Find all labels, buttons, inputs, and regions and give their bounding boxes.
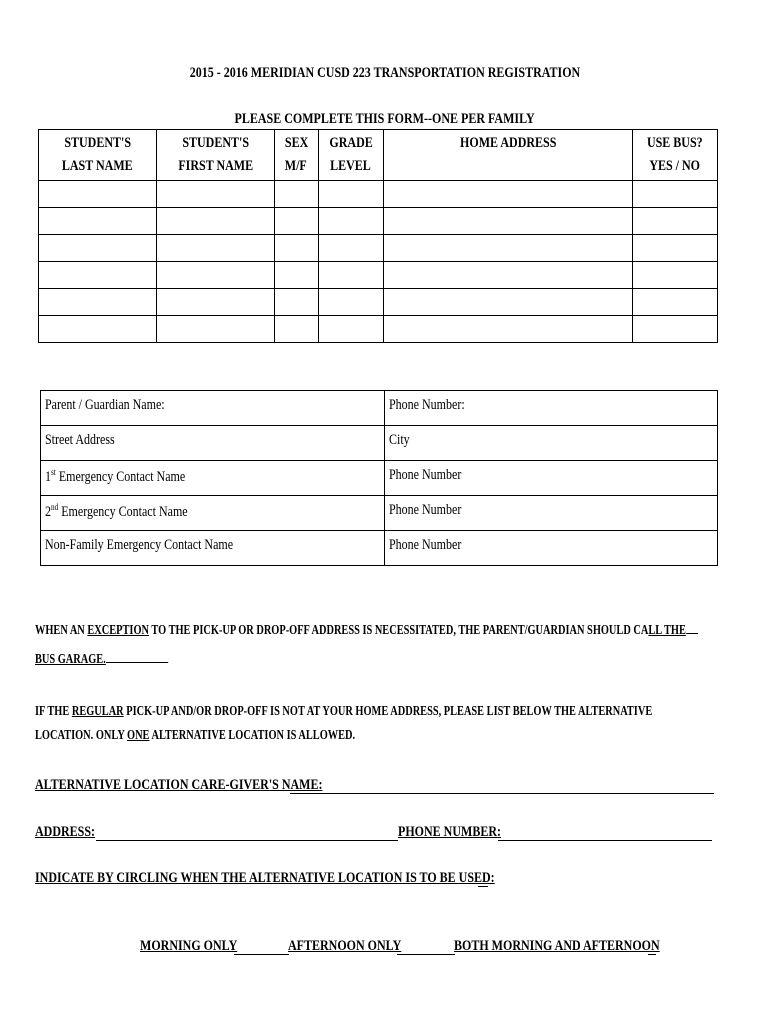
table-row xyxy=(39,235,718,262)
header-sex: SEX M/F xyxy=(274,130,318,181)
cell-input[interactable] xyxy=(156,181,274,208)
non-family-phone-field[interactable]: Phone Number xyxy=(385,531,718,566)
cell-input[interactable] xyxy=(383,208,632,235)
cell-input[interactable] xyxy=(274,181,318,208)
emergency-contact-1-field[interactable]: 1st Emergency Contact Name xyxy=(41,461,385,496)
cell-input[interactable] xyxy=(318,181,383,208)
cell-input[interactable] xyxy=(39,289,157,316)
cell-input[interactable] xyxy=(39,208,157,235)
option-afternoon-only[interactable]: AFTERNOON ONLY xyxy=(288,938,402,954)
cell-input[interactable] xyxy=(383,235,632,262)
cell-input[interactable] xyxy=(383,316,632,343)
table-row xyxy=(41,531,718,566)
option-tail-line xyxy=(648,954,656,955)
form-subtitle: PLEASE COMPLETE THIS FORM--ONE PER FAMILY xyxy=(234,111,536,127)
cell-input[interactable] xyxy=(318,316,383,343)
cell-input[interactable] xyxy=(318,289,383,316)
cell-input[interactable] xyxy=(318,208,383,235)
contact-table xyxy=(40,390,718,566)
city-field[interactable]: City xyxy=(385,426,718,461)
table-row xyxy=(41,496,718,531)
emergency-contact-1-phone-field[interactable]: Phone Number xyxy=(385,461,718,496)
cell-input[interactable] xyxy=(39,181,157,208)
caregiver-name-line[interactable] xyxy=(290,793,714,794)
cell-input[interactable] xyxy=(156,262,274,289)
guardian-name-field[interactable]: Parent / Guardian Name: xyxy=(41,391,385,426)
cell-input[interactable] xyxy=(274,235,318,262)
cell-input[interactable] xyxy=(633,208,718,235)
header-first-name: STUDENT'S FIRST NAME xyxy=(156,130,274,181)
cell-input[interactable] xyxy=(633,235,718,262)
cell-input[interactable] xyxy=(318,235,383,262)
phone-number-label: PHONE NUMBER: xyxy=(398,824,501,840)
header-use-bus: USE BUS? YES / NO xyxy=(633,130,718,181)
indicate-label: INDICATE BY CIRCLING WHEN THE ALTERNATIVE LOCATION IS TO BE USED: xyxy=(35,870,495,886)
regular-notice: IF THE REGULAR PICK-UP AND/OR DROP-OFF IS NOT AT YOUR HOME ADDRESS, PLEASE LIST BELOW THE ALTERNATIVE xyxy=(35,704,653,719)
cell-input[interactable] xyxy=(156,235,274,262)
table-row xyxy=(39,316,718,343)
cell-input[interactable] xyxy=(274,316,318,343)
table-row xyxy=(39,262,718,289)
header-last-name: STUDENT'S LAST NAME xyxy=(39,130,157,181)
exception-notice-line2: BUS GARAGE. xyxy=(35,648,215,667)
non-family-contact-field[interactable]: Non-Family Emergency Contact Name xyxy=(41,531,385,566)
address-label: ADDRESS: xyxy=(35,824,96,840)
street-address-field[interactable]: Street Address xyxy=(41,426,385,461)
cell-input[interactable] xyxy=(633,181,718,208)
caregiver-name-label: ALTERNATIVE LOCATION CARE-GIVER'S NAME: xyxy=(35,777,323,793)
header-home-address: HOME ADDRESS xyxy=(383,130,632,181)
table-row xyxy=(41,426,718,461)
option-gap-line xyxy=(234,954,289,955)
cell-input[interactable] xyxy=(633,262,718,289)
regular-notice-line2: LOCATION. ONLY ONE ALTERNATIVE LOCATION IS ALLOWED. xyxy=(35,728,356,743)
table-row xyxy=(41,391,718,426)
indicate-underline-tail xyxy=(478,886,488,887)
cell-input[interactable] xyxy=(633,289,718,316)
phone-number-line[interactable] xyxy=(498,840,712,841)
option-morning-only[interactable]: MORNING ONLY xyxy=(140,938,238,954)
cell-input[interactable] xyxy=(274,262,318,289)
cell-input[interactable] xyxy=(39,235,157,262)
form-title: 2015 - 2016 MERIDIAN CUSD 223 TRANSPORTATION REGISTRATION xyxy=(189,65,581,81)
cell-input[interactable] xyxy=(633,316,718,343)
table-row xyxy=(39,208,718,235)
cell-input[interactable] xyxy=(383,181,632,208)
table-row xyxy=(39,289,718,316)
option-both[interactable]: BOTH MORNING AND AFTERNOON xyxy=(454,938,660,954)
student-table xyxy=(38,129,718,343)
cell-input[interactable] xyxy=(156,316,274,343)
cell-input[interactable] xyxy=(383,289,632,316)
cell-input[interactable] xyxy=(156,208,274,235)
cell-input[interactable] xyxy=(318,262,383,289)
cell-input[interactable] xyxy=(274,289,318,316)
emergency-contact-2-phone-field[interactable]: Phone Number xyxy=(385,496,718,531)
header-grade: GRADE LEVEL xyxy=(318,130,383,181)
guardian-phone-field[interactable]: Phone Number: xyxy=(385,391,718,426)
address-line[interactable] xyxy=(96,840,398,841)
cell-input[interactable] xyxy=(383,262,632,289)
emergency-contact-2-field[interactable]: 2nd Emergency Contact Name xyxy=(41,496,385,531)
cell-input[interactable] xyxy=(274,208,318,235)
table-row xyxy=(39,181,718,208)
cell-input[interactable] xyxy=(39,316,157,343)
cell-input[interactable] xyxy=(156,289,274,316)
option-gap-line xyxy=(397,954,455,955)
cell-input[interactable] xyxy=(39,262,157,289)
table-row xyxy=(41,461,718,496)
exception-notice: WHEN AN EXCEPTION TO THE PICK-UP OR DROP-OFF ADDRESS IS NECESSITATED, THE PARENT/GUARDIAN SHOULD CALL THE xyxy=(35,619,770,638)
